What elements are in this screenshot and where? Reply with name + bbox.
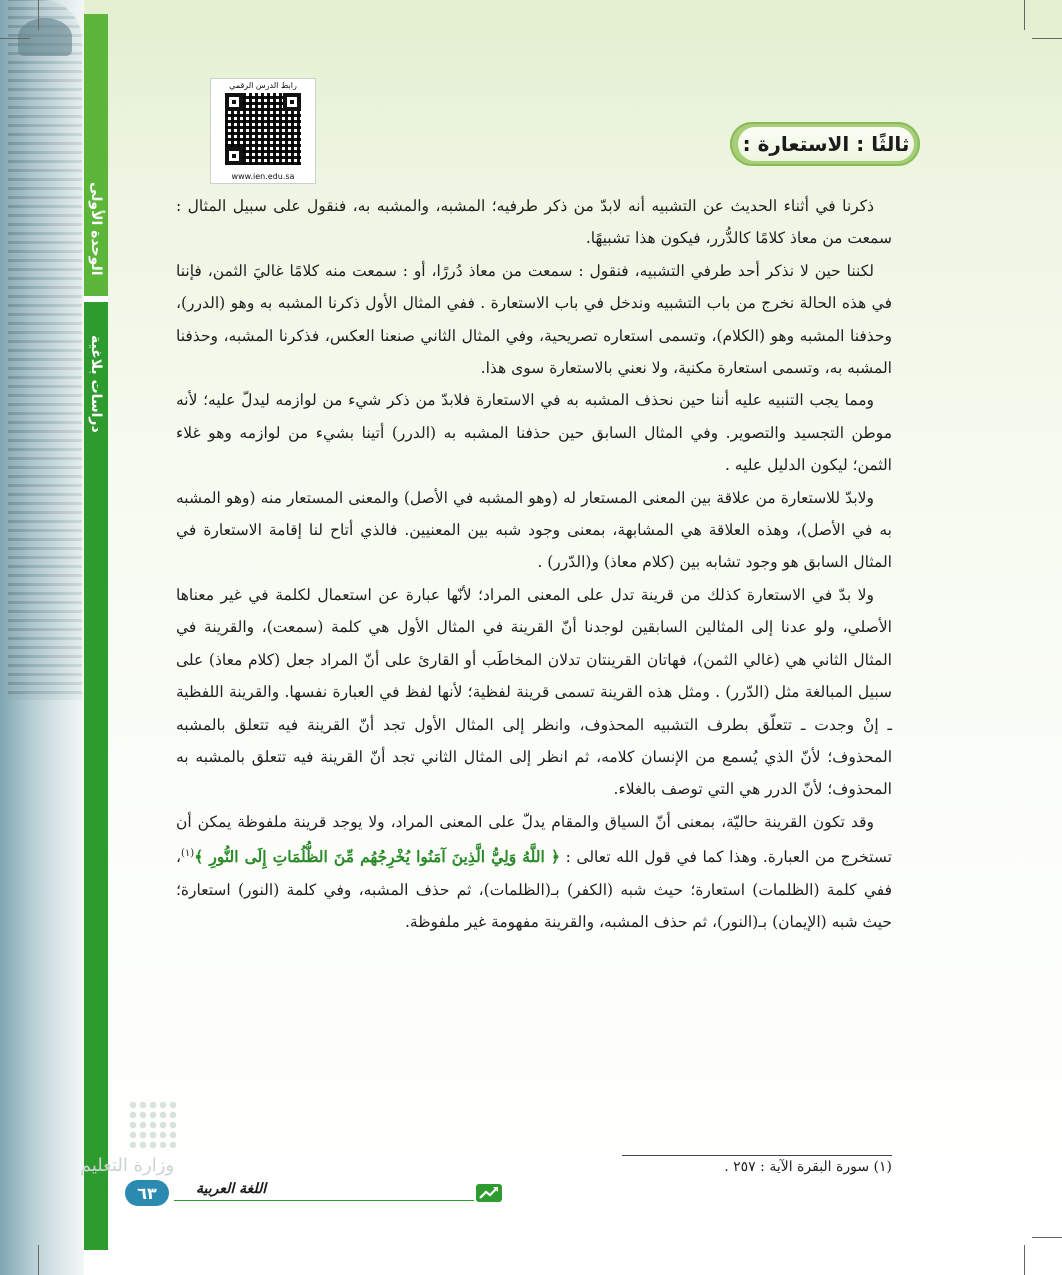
section-title: ثالثًا : الاستعارة :	[738, 127, 914, 161]
section-title-pill	[730, 122, 920, 166]
crop-mark	[1032, 1237, 1062, 1238]
footer-line	[174, 1200, 474, 1201]
qr-code-icon	[225, 93, 301, 165]
page-number: ٦٣	[125, 1180, 169, 1206]
paragraph-quran-example	[176, 806, 892, 939]
paragraph: لكننا حين لا نذكر أحد طرفي التشبيه، فنقول : سمعت من معاذ دُررًا، أو : سمعت منه كلامًا غاليَ الثمن، فإننا في هذه الحالة نخرج من باب التشبيه وندخل في باب الاستعارة . ففي المثال الأول ذكرنا المشبه به وهو (الدرر)، وحذفنا المشبه وهو (الكلام)، وتسمى استعاره تصريحية، وفي المثال الثاني صنعنا العكس، فذكرنا المشبه، وحذفنا المشبه به، وتسمى استعارة مكنية، ولا نعني بالاستعارة سوى هذا.	[176, 261, 892, 378]
crop-mark	[1024, 0, 1025, 30]
qr-finder-icon	[225, 93, 243, 111]
crop-mark	[38, 1245, 39, 1275]
paragraph: ولا بدّ في الاستعارة كذلك من قرينة تدل على المعنى المراد؛ لأنّها عبارة عن استعمال لكلمة في غير معناها الأصلي، ولو عدنا إلى المثالين السابقين لوجدنا أنّ القرينة في المثال الأول هي كلمة (سمعت)، والقرينة في المثال الثاني هي (غالي الثمن)، فهاتان القرينتان تدلان المخاطَب أو القارئ على أنّ المراد جعل (كلام معاذ) على سبيل المبالغة مثل (الدّرر) . ومثل هذه القرينة تسمى قرينة لفظية؛ لأنها لفظ في العبارة نفسها. والقرينة اللفظية ـ إنْ وجدت ـ تتعلّق بطرف التشبيه المحذوف، وانظر إلى المثال الأول تجد أنّ القرينة فيه تتعلق بالمشبه المحذوف؛ لأنّ الذي يُسمع من الإنسان كلامه، ثم انظر إلى المثال الثاني تجد أنّ القرينة فيه تتعلق بالمشبه به المحذوف؛ لأنّ الدرر هي التي توصف بالغلاء.	[176, 585, 892, 799]
footnote: (١) سورة البقرة الآية : ٢٥٧ .	[724, 1159, 892, 1175]
qr-finder-icon	[283, 93, 301, 111]
trend-arrow-icon	[476, 1182, 502, 1204]
paragraph-text: ، ففي كلمة (الظلمات) استعارة؛ حيث شبه (الكفر) بـ(الظلمات)، ثم حذف المشبه، وفي كلمة (النور) استعارة؛ حيث شبه (الإيمان) بـ(النور)، ثم حذف المشبه، والقرينة مفهومة غير ملفوظة.	[176, 848, 892, 932]
side-tab	[84, 14, 108, 1250]
ministry-logo-dots	[128, 1100, 176, 1148]
lesson-body	[176, 190, 892, 939]
paragraph: ومما يجب التنبيه عليه أننا حين نحذف المشبه به في الاستعارة فلابدّ من ذكر شيء من لوازمه ليدلّ عليه؛ لأنه موطن التجسيد والتصوير. وفي المثال السابق حين حذفنا المشبه به (الدرر) أتينا بشيء من لوازمه وهو غلاء الثمن؛ ليكون الدليل عليه .	[176, 391, 892, 475]
paragraph-text: وقد تكون القرينة حاليّة، بمعنى أنّ السياق والمقام يدلّ على المعنى المراد، ولا يوجد قرينة ملفوظة يمكن أن تستخرج من العبارة. وهذا كما في قول الله تعالى :	[176, 812, 892, 867]
book-name: اللغة العربية	[196, 1181, 267, 1197]
minaret-image	[8, 0, 82, 700]
side-tab-divider	[84, 296, 108, 302]
crop-mark	[1024, 1245, 1025, 1275]
footnote-rule	[622, 1155, 892, 1156]
paragraph: ولابدّ للاستعارة من علاقة بين المعنى المستعار له (وهو المشبه في الأصل) والمعنى المستعار منه (وهو المشبه به في الأصل)، وهذه العلاقة هي المشابهة، بمعنى وجود شبه بين المعنيين. فالذي أتاح لنا إقامة الاستعارة في المثال السابق هو وجود تشابه بين (كلام معاذ) و(الدّرر) .	[176, 488, 892, 572]
qr-url[interactable]: www.ien.edu.sa	[231, 172, 295, 181]
crop-mark	[1032, 38, 1062, 39]
subject-label: دراسات بلاغية	[88, 335, 104, 433]
paragraph: ذكرنا في أثناء الحديث عن التشبيه أنه لابدّ من ذكر طرفيه؛ المشبه، والمشبه به، فنقول على سبيل المثال : سمعت من معاذ كلامًا كالدُّرر، فيكون هذا تشبيهًا.	[176, 197, 892, 248]
unit-label: الوحدة الأولى	[88, 182, 104, 276]
quran-verse: ﴿ اللَّهُ وَلِيُّ الَّذِينَ آمَنُوا يُخْرِجُهُم مِّنَ الظُّلُمَاتِ إِلَى النُّورِ ﴾	[194, 847, 560, 867]
crop-mark	[38, 0, 39, 30]
decorative-image-strip	[0, 0, 84, 1275]
minaret-dome	[18, 18, 72, 56]
footnote-ref[interactable]: (١)	[181, 848, 195, 860]
qr-code-box[interactable]	[210, 78, 316, 184]
ministry-watermark: وزارة التعليم	[79, 1155, 175, 1176]
crop-mark	[0, 38, 30, 39]
qr-finder-icon	[225, 147, 243, 165]
qr-label: رابط الدرس الرقمي	[229, 81, 297, 90]
